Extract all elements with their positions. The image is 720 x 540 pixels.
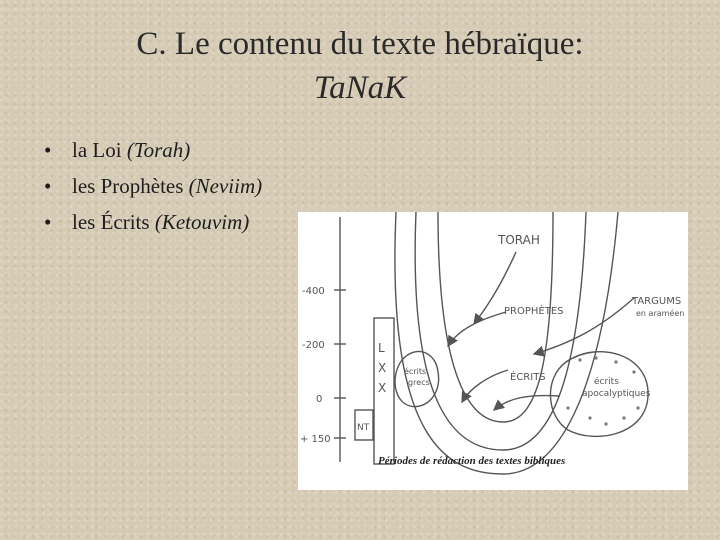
axis-label: 0 bbox=[316, 394, 323, 405]
lxx-letter: X bbox=[378, 381, 387, 395]
slide-title bbox=[0, 22, 720, 110]
lxx-letter: X bbox=[378, 361, 387, 375]
ecrits-grecs-label: grecs bbox=[408, 378, 430, 387]
bullet-item: • la Loi (Torah) bbox=[42, 132, 262, 168]
nt-label: NT bbox=[357, 423, 370, 433]
axis-label: -200 bbox=[302, 340, 325, 351]
bullet-item: • les Écrits (Ketouvim) bbox=[42, 204, 262, 240]
ecrits-apo-label: apocalyptiques bbox=[582, 389, 651, 399]
torah-label: TORAH bbox=[498, 233, 540, 247]
prophetes-curve bbox=[415, 212, 586, 450]
title-line-1: C. Le contenu du texte hébraïque: bbox=[136, 26, 584, 62]
ecrits-arrow bbox=[462, 370, 508, 402]
targums-label: TARGUMS bbox=[632, 296, 682, 307]
title-line-2: TaNaK bbox=[313, 70, 407, 106]
prophetes-label: PROPHÈTES bbox=[504, 306, 564, 317]
axis-label: -400 bbox=[302, 286, 325, 297]
prophetes-arrow bbox=[448, 312, 506, 346]
figure-caption: Périodes de rédaction des textes bibliques bbox=[378, 455, 566, 467]
bullet-item: • les Prophètes (Neviim) bbox=[42, 168, 262, 204]
lxx-letter: L bbox=[378, 341, 385, 355]
axis-label: + 150 bbox=[300, 434, 331, 445]
ecrits-apo-label: écrits bbox=[594, 377, 619, 387]
diagram-svg bbox=[298, 212, 688, 490]
diagram-image bbox=[298, 212, 688, 490]
ecrits-label: ÉCRITS bbox=[510, 372, 546, 383]
ecrits-grecs-label: écrits bbox=[404, 367, 427, 376]
targums-sub-label: en araméen bbox=[636, 309, 685, 318]
bullet-list bbox=[42, 132, 262, 240]
